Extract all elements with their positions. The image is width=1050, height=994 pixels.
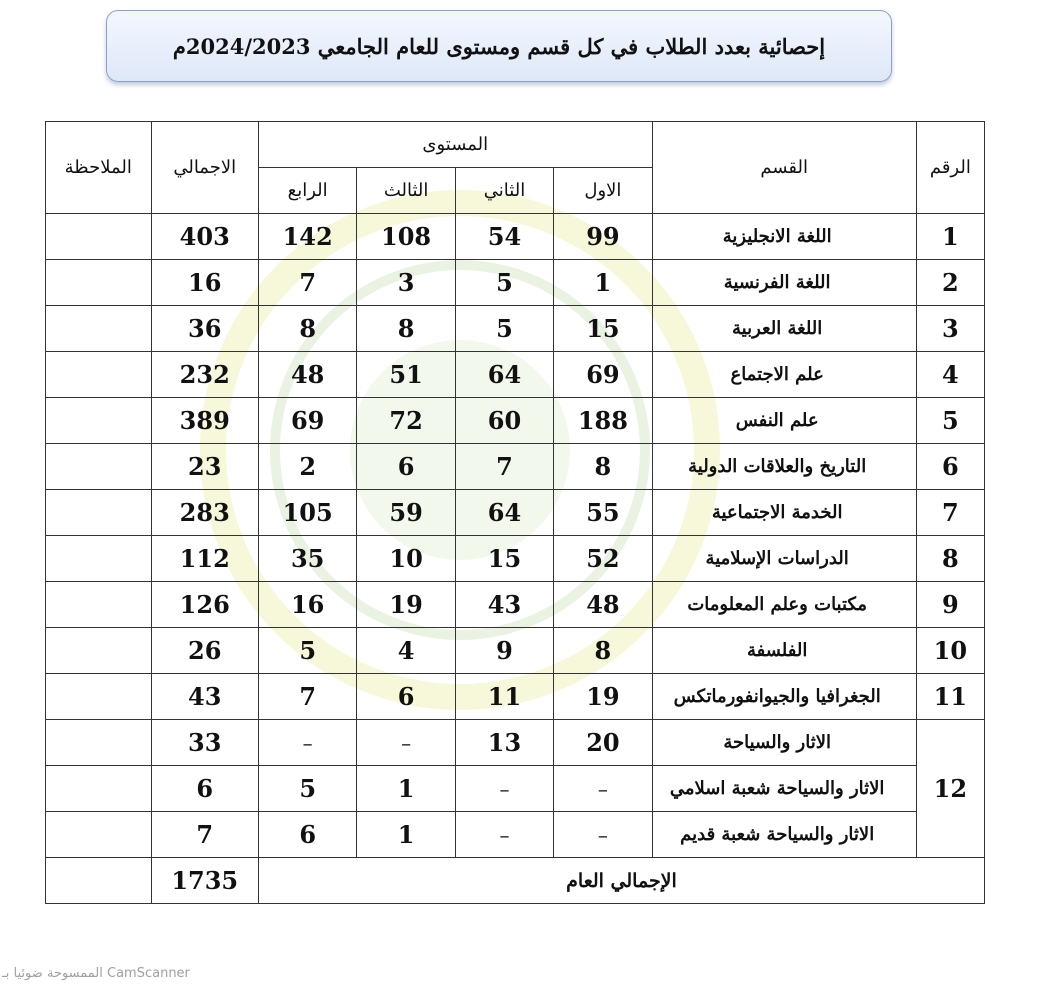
row-total: 403 <box>151 214 258 260</box>
row-note <box>46 766 152 812</box>
page-title: إحصائية بعدد الطلاب في كل قسم ومستوى للعام الجامعي 2024/2023م <box>172 33 826 59</box>
row-number: 12 <box>916 720 984 858</box>
table-row <box>46 674 985 720</box>
row-note <box>46 628 152 674</box>
header-note: الملاحظة <box>46 122 152 214</box>
row-number: 8 <box>916 536 984 582</box>
title-banner <box>106 10 892 82</box>
level-3-count: 19 <box>357 582 455 628</box>
level-1-count: – <box>554 766 652 812</box>
department-name: الدراسات الإسلامية <box>652 536 916 582</box>
level-4-count: 8 <box>258 306 356 352</box>
row-note <box>46 812 152 858</box>
level-1-count: 15 <box>554 306 652 352</box>
header-level-1: الاول <box>554 168 652 214</box>
table-row <box>46 260 985 306</box>
level-1-count: 52 <box>554 536 652 582</box>
level-1-count: 48 <box>554 582 652 628</box>
row-note <box>46 720 152 766</box>
level-3-count: 1 <box>357 812 455 858</box>
level-1-count: – <box>554 812 652 858</box>
level-3-count: 10 <box>357 536 455 582</box>
row-total: 126 <box>151 582 258 628</box>
row-number: 1 <box>916 214 984 260</box>
grand-total-row <box>46 858 985 904</box>
level-4-count: 2 <box>258 444 356 490</box>
table-row <box>46 398 985 444</box>
students-statistics-table <box>45 121 985 904</box>
row-total: 43 <box>151 674 258 720</box>
level-1-count: 1 <box>554 260 652 306</box>
row-number: 7 <box>916 490 984 536</box>
header-department: القسم <box>652 122 916 214</box>
table-row <box>46 490 985 536</box>
level-1-count: 55 <box>554 490 652 536</box>
department-name: الاثار والسياحة شعبة اسلامي <box>652 766 916 812</box>
level-2-count: 43 <box>455 582 553 628</box>
row-number: 3 <box>916 306 984 352</box>
department-name: الفلسفة <box>652 628 916 674</box>
table-row <box>46 812 985 858</box>
department-name: مكتبات وعلم المعلومات <box>652 582 916 628</box>
level-2-count: 64 <box>455 352 553 398</box>
row-number: 6 <box>916 444 984 490</box>
level-2-count: – <box>455 766 553 812</box>
level-3-count: 6 <box>357 444 455 490</box>
department-name: علم النفس <box>652 398 916 444</box>
row-note <box>46 536 152 582</box>
level-4-count: – <box>258 720 356 766</box>
level-3-count: 108 <box>357 214 455 260</box>
level-3-count: 3 <box>357 260 455 306</box>
department-name: علم الاجتماع <box>652 352 916 398</box>
level-4-count: 7 <box>258 674 356 720</box>
header-level-3: الثالث <box>357 168 455 214</box>
level-2-count: 9 <box>455 628 553 674</box>
row-total: 33 <box>151 720 258 766</box>
table-row <box>46 720 985 766</box>
grand-total-label: الإجمالي العام <box>258 858 984 904</box>
camscanner-footer: الممسوحة ضوئيا بـ CamScanner <box>2 966 190 981</box>
level-2-count: 5 <box>455 306 553 352</box>
table-row <box>46 536 985 582</box>
department-name: الجغرافيا والجيوانفورماتكس <box>652 674 916 720</box>
level-3-count: 59 <box>357 490 455 536</box>
table-row <box>46 444 985 490</box>
level-2-count: – <box>455 812 553 858</box>
row-total: 389 <box>151 398 258 444</box>
table-row <box>46 306 985 352</box>
header-level: المستوى <box>258 122 652 168</box>
grand-total-note <box>46 858 152 904</box>
row-total: 26 <box>151 628 258 674</box>
level-1-count: 8 <box>554 628 652 674</box>
row-note <box>46 444 152 490</box>
department-name: التاريخ والعلاقات الدولية <box>652 444 916 490</box>
row-total: 232 <box>151 352 258 398</box>
department-name: اللغة الانجليزية <box>652 214 916 260</box>
level-3-count: 1 <box>357 766 455 812</box>
level-4-count: 6 <box>258 812 356 858</box>
level-3-count: 8 <box>357 306 455 352</box>
level-2-count: 60 <box>455 398 553 444</box>
level-3-count: 72 <box>357 398 455 444</box>
row-note <box>46 214 152 260</box>
row-note <box>46 582 152 628</box>
level-4-count: 105 <box>258 490 356 536</box>
department-name: الاثار والسياحة <box>652 720 916 766</box>
level-4-count: 5 <box>258 628 356 674</box>
level-4-count: 16 <box>258 582 356 628</box>
row-note <box>46 674 152 720</box>
level-1-count: 8 <box>554 444 652 490</box>
level-1-count: 188 <box>554 398 652 444</box>
level-2-count: 5 <box>455 260 553 306</box>
level-3-count: – <box>357 720 455 766</box>
level-1-count: 19 <box>554 674 652 720</box>
row-number: 2 <box>916 260 984 306</box>
level-2-count: 54 <box>455 214 553 260</box>
row-number: 9 <box>916 582 984 628</box>
header-total: الاجمالي <box>151 122 258 214</box>
header-level-2: الثاني <box>455 168 553 214</box>
department-name: اللغة العربية <box>652 306 916 352</box>
row-note <box>46 260 152 306</box>
level-2-count: 13 <box>455 720 553 766</box>
row-number: 4 <box>916 352 984 398</box>
level-2-count: 11 <box>455 674 553 720</box>
level-4-count: 35 <box>258 536 356 582</box>
level-4-count: 5 <box>258 766 356 812</box>
row-total: 36 <box>151 306 258 352</box>
level-1-count: 99 <box>554 214 652 260</box>
level-4-count: 48 <box>258 352 356 398</box>
header-number: الرقم <box>916 122 984 214</box>
table-row <box>46 766 985 812</box>
level-3-count: 51 <box>357 352 455 398</box>
row-note <box>46 306 152 352</box>
table-row <box>46 214 985 260</box>
row-total: 7 <box>151 812 258 858</box>
level-4-count: 142 <box>258 214 356 260</box>
department-name: الاثار والسياحة شعبة قديم <box>652 812 916 858</box>
row-total: 283 <box>151 490 258 536</box>
table-row <box>46 352 985 398</box>
header-level-4: الرابع <box>258 168 356 214</box>
level-2-count: 15 <box>455 536 553 582</box>
row-number: 5 <box>916 398 984 444</box>
level-3-count: 6 <box>357 674 455 720</box>
row-number: 11 <box>916 674 984 720</box>
level-4-count: 69 <box>258 398 356 444</box>
department-name: الخدمة الاجتماعية <box>652 490 916 536</box>
row-number: 10 <box>916 628 984 674</box>
row-note <box>46 490 152 536</box>
department-name: اللغة الفرنسية <box>652 260 916 306</box>
level-2-count: 7 <box>455 444 553 490</box>
row-total: 6 <box>151 766 258 812</box>
level-4-count: 7 <box>258 260 356 306</box>
row-total: 23 <box>151 444 258 490</box>
grand-total-value: 1735 <box>151 858 258 904</box>
row-note <box>46 352 152 398</box>
row-total: 16 <box>151 260 258 306</box>
row-total: 112 <box>151 536 258 582</box>
level-1-count: 20 <box>554 720 652 766</box>
row-note <box>46 398 152 444</box>
level-1-count: 69 <box>554 352 652 398</box>
table-row <box>46 582 985 628</box>
level-3-count: 4 <box>357 628 455 674</box>
level-2-count: 64 <box>455 490 553 536</box>
table-row <box>46 628 985 674</box>
